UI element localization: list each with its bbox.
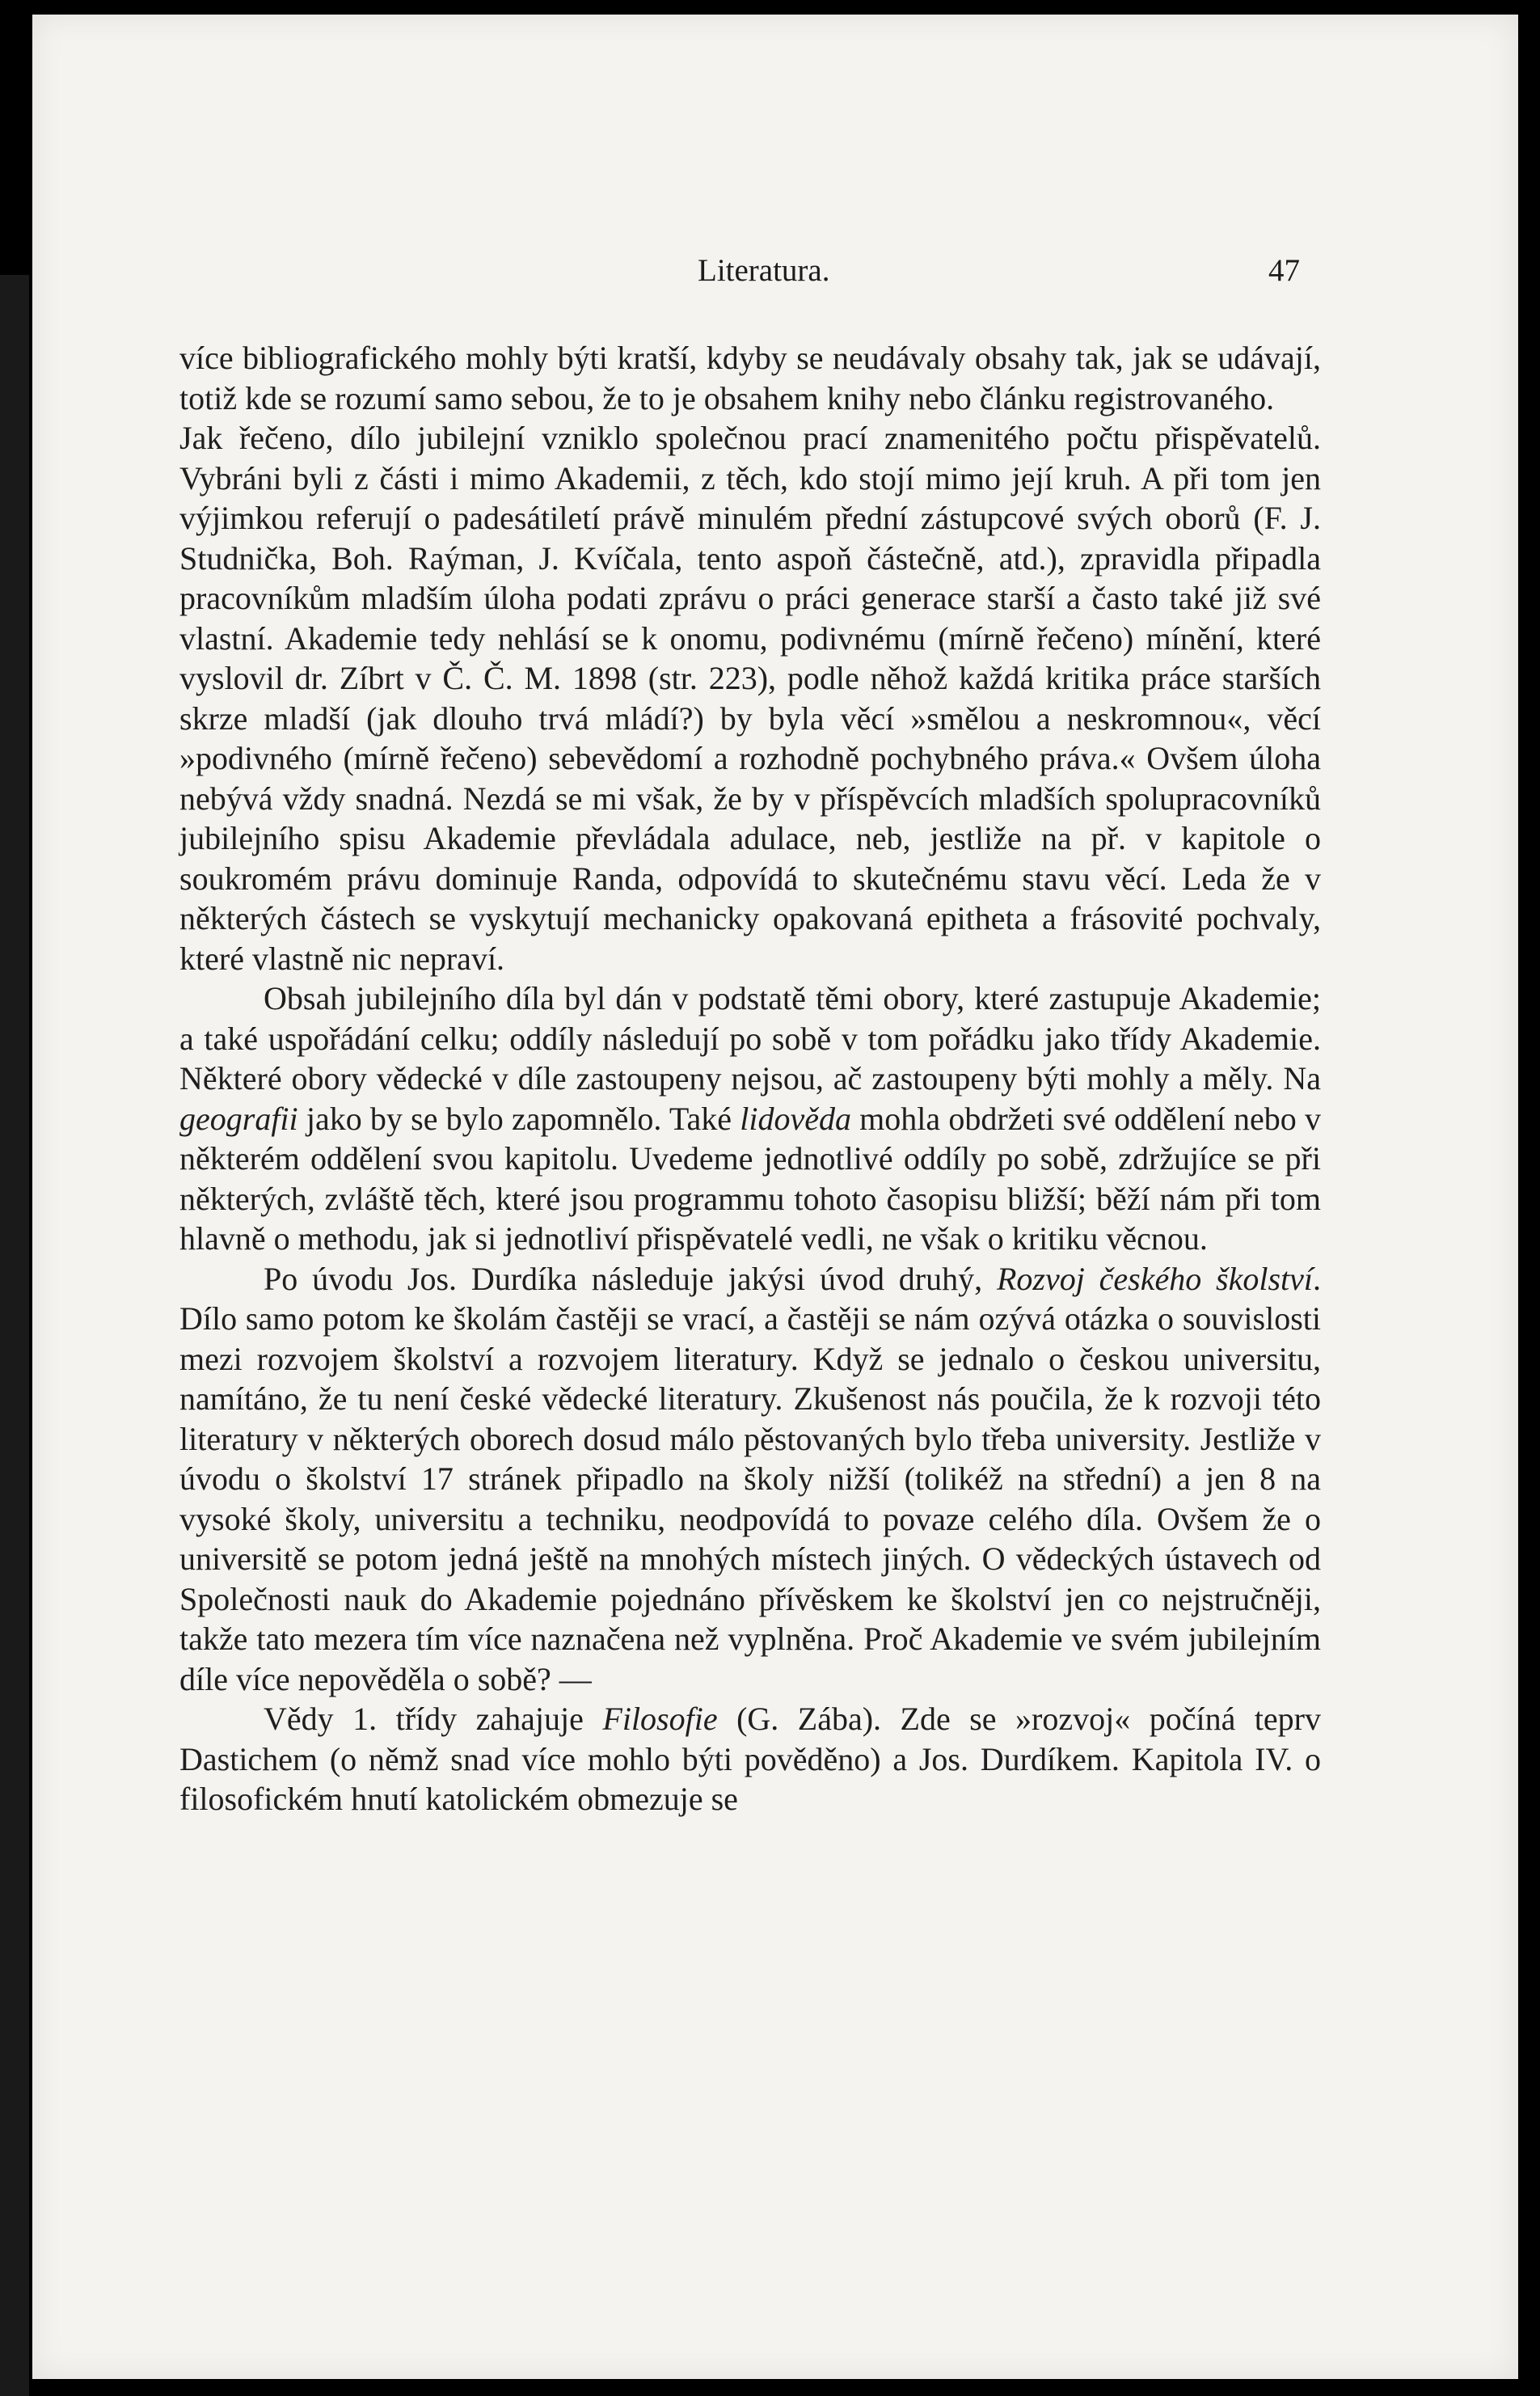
scan-left-edge (0, 275, 29, 2396)
italic-term: Filosofie (602, 1701, 718, 1737)
paragraph (179, 418, 1321, 978)
page-number: 47 (1268, 253, 1300, 288)
text-run: Obsah jubilejního díla byl dán v podstatě těmi obory, které zastupuje Akademie; a také uspořádání celku; oddíly následují po sobě v tom pořádku jako třídy Akademie. Některé obory vědecké v díle zastoupeny nejsou, ač zastoupeny býti mohly a měly. Na (179, 980, 1321, 1097)
text-run: (G. Zába). Zde se »rozvoj« počíná teprv Dastichem (o němž snad více mohlo býti pověděno) a Jos. Durdíkem. Kapitola IV. o filosofickém hnutí katolickém obmezuje se (179, 1701, 1321, 1817)
paragraph (179, 338, 1321, 418)
italic-term: Rozvoj českého školství (996, 1260, 1314, 1297)
text-run: mohla obdržeti své oddělení nebo v některém oddělení svou kapitolu. Uvedeme jednotlivé oddíly po sobě, zdržujíce se při některých, zvláště těch, které jsou programmu tohoto časopisu bližší; běží nám při tom hlavně o methodu, jak si jednotliví přispěvatelé vedli, ne však o kritiku věcnou. (179, 1100, 1321, 1257)
text-run: Jak řečeno, dílo jubilejní vzniklo společnou prací znamenitého počtu přispěvatelů. Vybráni byli z části i mimo Akademii, z těch, kdo stojí mimo její kruh. A při tom jen výjimkou referují o padesátiletí právě minulém přední zástupcové svých oborů (F. J. Studnička, Boh. Raýman, J. Kvíčala, tento aspoň částečně, atd.), zpravidla připadla pracovníkům mladším úloha podati zprávu o práci generace starší a často také již své vlastní. Akademie tedy nehlásí se k onomu, podivnému (mírně řečeno) mínění, které vyslovil dr. Zíbrt v Č. Č. M. 1898 (str. 223), podle něhož každá kritika práce starších skrze mladší (jak dlouho trvá mládí?) by byla věcí »smělou a neskromnou«, věcí »podivného (mírně řečeno) sebevědomí a rozhodně pochybného práva.« Ovšem úloha nebývá vždy snadná. Nezdá se mi však, že by v příspěvcích mladších spolupracovníků jubilejního spisu Akademie převládala adulace, neb, jestliže na př. v kapitole o soukromém právu dominuje Randa, odpovídá to skutečnému stavu věcí. Leda že v některých částech se vyskytují mechanicky opakovaná epitheta a frásovité pochvaly, které vlastně nic nepraví. (179, 420, 1321, 977)
italic-term: lidověda (740, 1100, 851, 1137)
text-run: jako by se bylo zapomnělo. Také (297, 1100, 740, 1137)
text-run: více bibliografického mohly býti kratší, kdyby se neudávaly obsahy tak, jak se udávají, totiž kde se rozumí samo sebou, že to je obsahem knihy nebo článku registrovaného. (179, 340, 1321, 416)
paragraph (179, 978, 1321, 1259)
running-head (176, 252, 1300, 293)
body-text (179, 338, 1321, 1819)
paragraph (179, 1699, 1321, 1819)
paragraph (179, 1259, 1321, 1700)
text-run: . Dílo samo potom ke školám častěji se vrací, a častěji se nám ozývá otázka o souvislosti mezi rozvojem školství a rozvojem literatury. Když se jednalo o českou universitu, namítáno, že tu není české vědecké literatury. Zkušenost nás poučila, že k rozvoji této literatury v některých oborech dosud málo pěstovaných bylo třeba university. Jestliže v úvodu o školství 17 stránek připadlo na školy nižší (tolikéž na střední) a jen 8 na vysoké školy, universitu a techniku, neodpovídá to povaze celého díla. Ovšem že o universitě se potom jedná ještě na mnohých místech jiných. O vědeckých ústavech od Společnosti nauk do Akademie pojednáno přívěskem ke školství jen co nejstručněji, takže tato mezera tím více naznačena než vyplněna. Proč Akademie ve svém jubilejním díle více nepověděla o sobě? — (179, 1260, 1322, 1697)
text-run: Vědy 1. třídy zahajuje (264, 1701, 603, 1737)
italic-term: geografii (179, 1100, 298, 1137)
text-run: Po úvodu Jos. Durdíka následuje jakýsi úvod druhý, (264, 1260, 997, 1297)
running-title: Literatura. (698, 253, 830, 288)
